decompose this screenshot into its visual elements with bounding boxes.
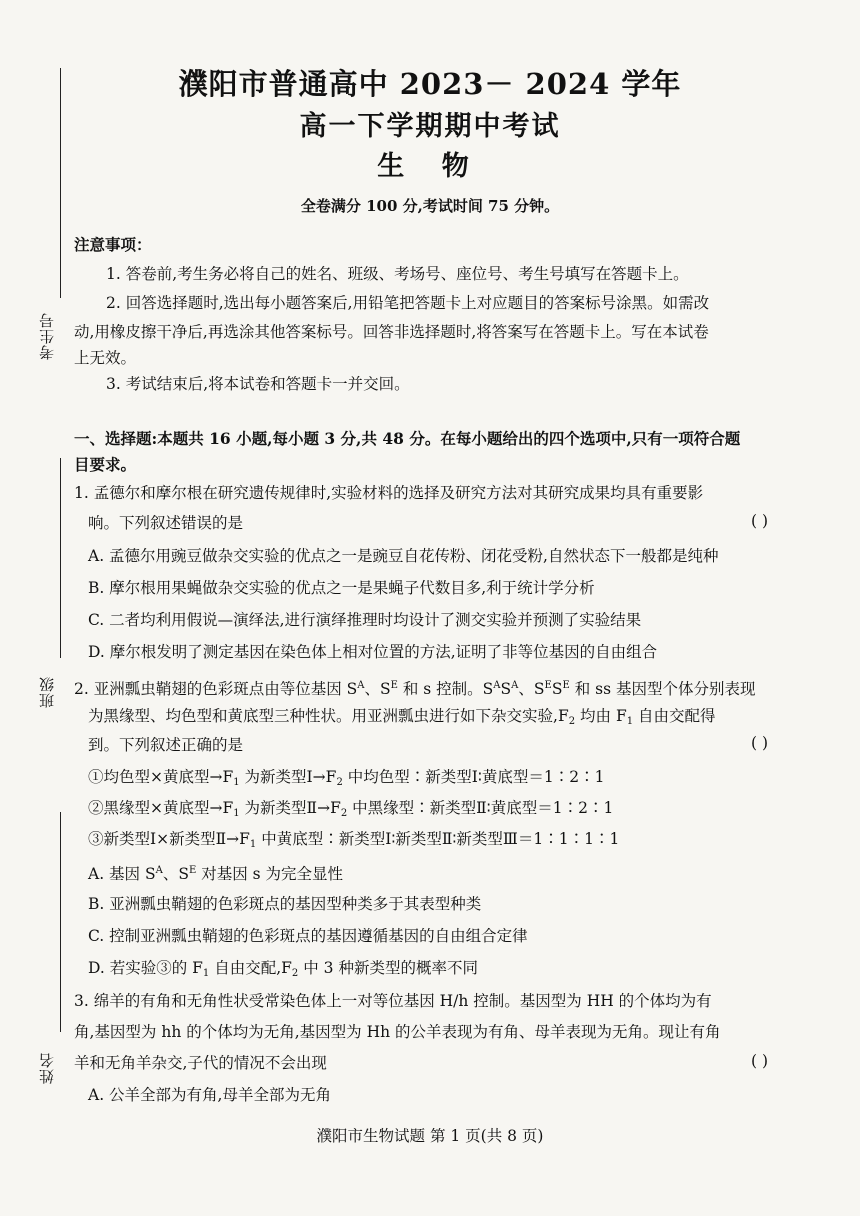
note-item-2-end: 上无效。	[74, 349, 137, 367]
exam-subtitle: 高一下学期期中考试	[299, 111, 561, 142]
note-item-3: 3. 考试结束后,将本试卷和答题卡一并交回。	[106, 375, 410, 393]
page-footer: 濮阳市生物试题 第 1 页(共 8 页)	[316, 1127, 544, 1145]
q3-answer-paren: ( )	[750, 1052, 768, 1070]
q1-answer-paren: ( )	[750, 512, 768, 530]
full-mark-note: 全卷满分 100 分,考试时间 75 分钟。	[300, 197, 560, 215]
binding-line-mid1	[60, 458, 61, 658]
note-item-2-cont: 动,用橡皮擦干净后,再选涂其他答案标号。回答非选择题时,将答案写在答题卡上。写在本试卷	[74, 323, 709, 341]
q2-option-c: C. 控制亚洲瓢虫鞘翅的色彩斑点的基因遵循基因的自由组合定律	[88, 927, 528, 945]
q1-option-b: B. 摩尔根用果蝇做杂交实验的优点之一是果蝇子代数目多,利于统计学分析	[88, 579, 595, 597]
q3-option-a: A. 公羊全部为有角,母羊全部为无角	[88, 1086, 331, 1104]
q1-option-c: C. 二者均利用假说—演绎法,进行演绎推理时均设计了测交实验并预测了实验结果	[88, 611, 642, 629]
name-label: 姓名	[38, 1052, 56, 1084]
q2-answer-paren: ( )	[750, 734, 768, 752]
q2-option-d: D. 若实验③的 $F_1$ 自由交配$,F_2$ 中 3 种新类型的概率不同	[88, 959, 478, 979]
note-item-2: 2. 回答选择题时,选出每小题答案后,用铅笔把答题卡上对应题目的答案标号涂黑。如需改	[106, 294, 710, 312]
section-heading: 一、选择题:本题共 16 小题,每小题 3 分,共 48 分。在每小题给出的四个选项中,只有一项符合题	[74, 429, 741, 448]
section-heading-cont: 目要求。	[74, 455, 137, 474]
q1-stem: 1. 孟德尔和摩尔根在研究遗传规律时,实验材料的选择及研究方法对其研究成果均具有重要影	[74, 484, 704, 502]
q3-stem-cont: 角,基因型为 hh 的个体均为无角,基因型为 Hh 的公羊表现为有角、母羊表现为无角。现让有角	[74, 1023, 721, 1041]
q2-experiment-3: ③新类型Ⅰ×新类型$Ⅱ\to F_1$ 中黄底型∶新类型Ⅰ∶新类型Ⅱ∶新类型Ⅲ＝1∶1∶1∶1	[88, 830, 620, 850]
q2-option-a: A. 基因 $S^A$、$S^E$ 对基因 s 为完全显性	[88, 865, 344, 883]
student-id-label: 考生号	[38, 312, 56, 360]
q3-stem: 3. 绵羊的有角和无角性状受常染色体上一对等位基因 H/h 控制。基因型为 HH 的个体均为有	[74, 992, 712, 1010]
binding-line-mid2	[60, 812, 61, 1032]
q1-stem-cont: 响。下列叙述错误的是	[88, 514, 244, 532]
class-label: 班级	[38, 676, 56, 708]
notes-heading: 注意事项：	[74, 235, 152, 254]
q1-option-d: D. 摩尔根发明了测定基因在染色体上相对位置的方法,证明了非等位基因的自由组合	[88, 643, 658, 661]
q1-option-a: A. 孟德尔用豌豆做杂交实验的优点之一是豌豆自花传粉、闭花受粉,自然状态下一般都是纯种	[88, 547, 719, 565]
q2-experiment-2: ②黑缘型×黄底型$\to F_1$ 为新类型$Ⅱ\to F_2$ 中黑缘型∶新类型Ⅱ∶黄底型＝1∶2∶1	[88, 799, 614, 819]
note-item-1: 1. 答卷前,考生务必将自己的姓名、班级、考场号、座位号、考生号填写在答题卡上。	[106, 265, 689, 283]
exam-title: 濮阳市普通高中 2023－ 2024 学年	[178, 67, 682, 101]
q2-stem-cont: 为黑缘型、均色型和黄底型三种性状。用亚洲瓢虫进行如下杂交实验$,F_2$ 均由 $F_1$ 自由交配得	[88, 707, 716, 727]
q2-stem-end: 到。下列叙述正确的是	[88, 736, 244, 754]
q2-option-b: B. 亚洲瓢虫鞘翅的色彩斑点的基因型种类多于其表型种类	[88, 895, 482, 913]
q2-stem: 2. 亚洲瓢虫鞘翅的色彩斑点由等位基因 $S^A$、$S^E$ 和 s 控制。$S^AS^A$、$S^ES^E$ 和 ss 基因型个体分别表现	[74, 680, 756, 698]
q2-experiment-1: ①均色型×黄底型$\to F_1$ 为新类型$Ⅰ\to F_2$ 中均色型∶新类型Ⅰ∶黄底型＝1∶2∶1	[88, 768, 605, 788]
q3-stem-end: 羊和无角羊杂交,子代的情况不会出现	[74, 1054, 327, 1072]
subject-title: 生 物	[377, 151, 483, 182]
